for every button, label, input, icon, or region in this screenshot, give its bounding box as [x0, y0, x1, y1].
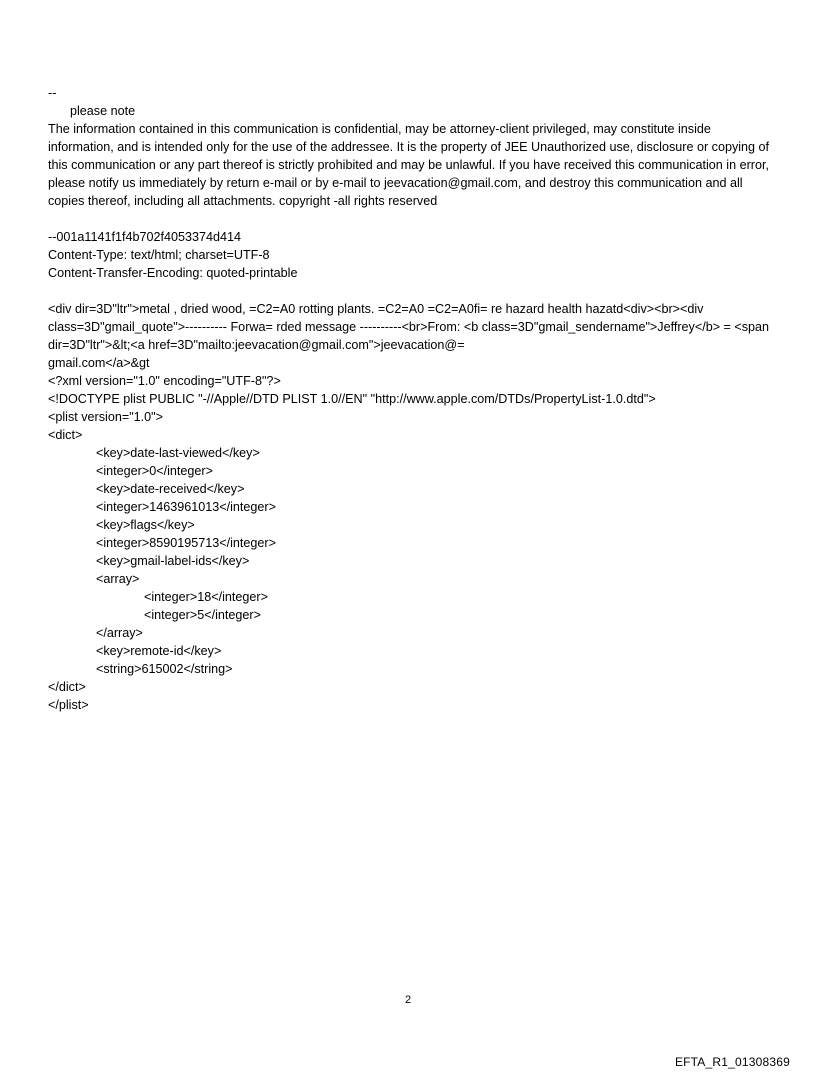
dict-open-tag: <dict> — [48, 428, 83, 442]
array-item: <integer>18</integer> — [144, 590, 268, 604]
plist-open-tag: <plist version="1.0"> — [48, 410, 164, 424]
plist-line: <key>flags</key> — [96, 518, 195, 532]
note-heading: please note — [70, 104, 136, 118]
plist-line: <array> — [96, 572, 140, 586]
page-number: 2 — [404, 994, 412, 1006]
html-body-tail: gmail.com</a>&gt — [48, 356, 150, 370]
document-body — [48, 84, 776, 714]
html-body-text: <div dir=3D"ltr">metal , dried wood, =C2=A0 rotting plants. =C2=A0 =C2=A0fi= re hazard health hazatd<div><br><div class=3D"gmail_quote">---------- Forwa= rded message ----------<br>From: <b class=3D"gmail_sendername">Jeffrey</b> = <span dir=3D"ltr">&lt;<a href=3D"mailto:jeevacation@gmail.com">jeevacation@= — [48, 302, 770, 352]
mime-boundary: --001a1141f1f4b702f4053374d414 — [48, 230, 242, 244]
array-item: <integer>5</integer> — [144, 608, 261, 622]
blank-line — [48, 282, 776, 300]
document-id: EFTA_R1_01308369 — [674, 1055, 790, 1069]
xml-declaration: <?xml version="1.0" encoding="UTF-8"?> — [48, 374, 281, 388]
array-close-tag: </array> — [96, 626, 143, 640]
plist-line: <key>date-last-viewed</key> — [96, 446, 260, 460]
plist-doctype: <!DOCTYPE plist PUBLIC "-//Apple//DTD PLIST 1.0//EN" "http://www.apple.com/DTDs/PropertyList-1.0.dtd"> — [48, 392, 656, 406]
plist-line: <key>date-received</key> — [96, 482, 245, 496]
remote-id-key: <key>remote-id</key> — [96, 644, 222, 658]
remote-id-value: <string>615002</string> — [96, 662, 233, 676]
confidentiality-disclaimer: The information contained in this communication is confidential, may be attorney-client privileged, may constitute inside information, and is intended only for the use of the addressee. It is the property of JEE Unauthorized use, disclosure or copying of this communication or any part thereof is strictly prohibited and may be unlawful. If you have received this communication in error, please notify us immediately by return e-mail or by e-mail to jeevacation@gmail.com, and destroy this communication and all copies thereof, including all attachments. copyright -all rights reserved — [48, 122, 770, 208]
content-type-header: Content-Type: text/html; charset=UTF-8 — [48, 248, 270, 262]
plist-line: <key>gmail-label-ids</key> — [96, 554, 250, 568]
plist-line: <integer>8590195713</integer> — [96, 536, 276, 550]
blank-line — [48, 210, 776, 228]
plist-line: <integer>1463961013</integer> — [96, 500, 276, 514]
separator-line: -- — [48, 86, 57, 100]
dict-close-tag: </dict> — [48, 680, 86, 694]
plist-close-tag: </plist> — [48, 698, 89, 712]
plist-line: <integer>0</integer> — [96, 464, 213, 478]
content-encoding-header: Content-Transfer-Encoding: quoted-printable — [48, 266, 298, 280]
